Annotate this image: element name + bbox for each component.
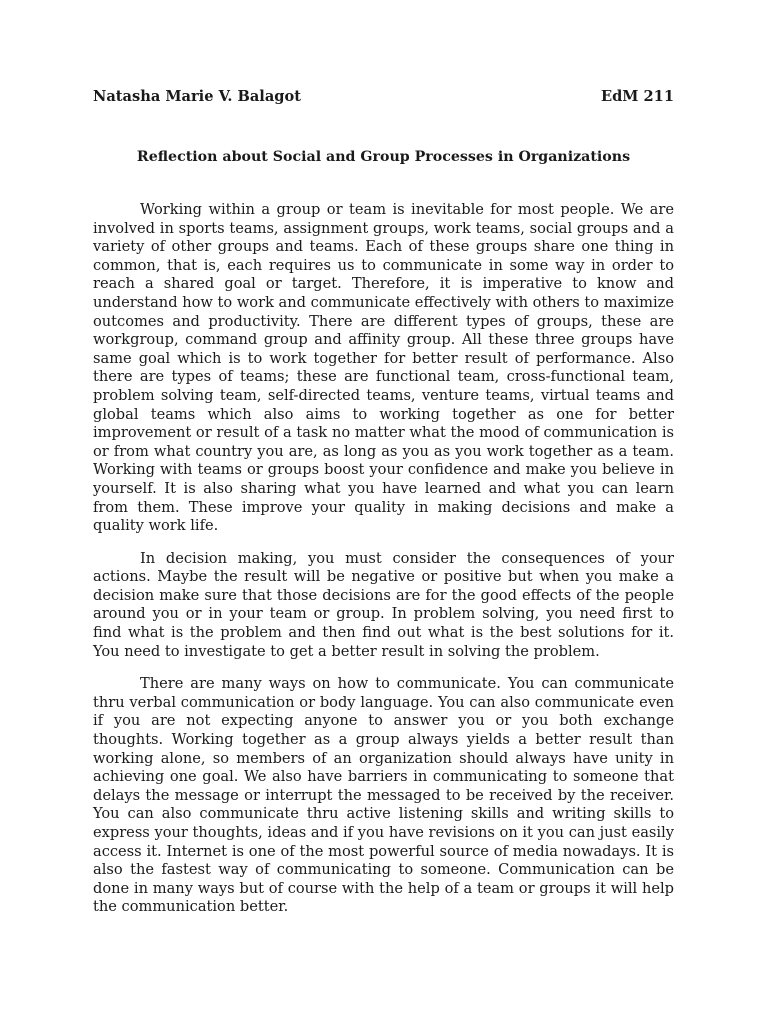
paragraph-3: There are many ways on how to communicate. You can communicate thru verbal communication or body language. You can also communicate even if you are not expecting anyone to answer you or you both exchange thoughts. Working together as a group always yields a better result than working alone, so members of an organization should always have unity in achieving one goal. We also have barriers in communicating to someone that delays the message or interrupt the messaged to be received by the receiver. You can also communicate thru active listening skills and writing skills to express your thoughts, ideas and if you have revisions on it you can just easily access it. Internet is one of the most powerful source of media nowadays. It is also the fastest way of communicating to someone. Communication can be done in many ways but of course with the help of a team or groups it will help the communication better. [93,675,674,916]
author-name: Natasha Marie V. Balagot [93,88,301,105]
paragraph-2: In decision making, you must consider the consequences of your actions. Maybe the result will be negative or positive but when you make a decision make sure that those decisions are for the good effects of the people around you or in your team or group. In problem solving, you need first to find what is the problem and then find out what is the best solutions for it. You need to investigate to get a better result in solving the problem. [93,549,674,660]
document-title: Reflection about Social and Group Processes in Organizations [136,149,631,165]
paragraph-1: Working within a group or team is inevitable for most people. We are involved in sports teams, assignment groups, work teams, social groups and a variety of other groups and teams. Each of these groups share one thing in common, that is, each requires us to communicate in some way in order to reach a shared goal or target. Therefore, it is imperative to know and understand how to work and communicate effectively with others to maximize outcomes and productivity. There are different types of groups, these are workgroup, command group and affinity group. All these three groups have same goal which is to work together for better result of performance. Also there are types of teams; these are functional team, cross-functional team, problem solving team, self-directed teams, venture teams, virtual teams and global teams which also aims to working together as one for better improvement or result of a task no matter what the mood of communication is or from what country you are, as long as you as you work together as a team. Working with teams or groups boost your confidence and make you believe in yourself. It is also sharing what you have learned and what you can learn from them. These improve your quality in making decisions and make a quality work life. [93,201,674,535]
course-code: EdM 211 [600,88,674,105]
document-header [93,88,674,105]
